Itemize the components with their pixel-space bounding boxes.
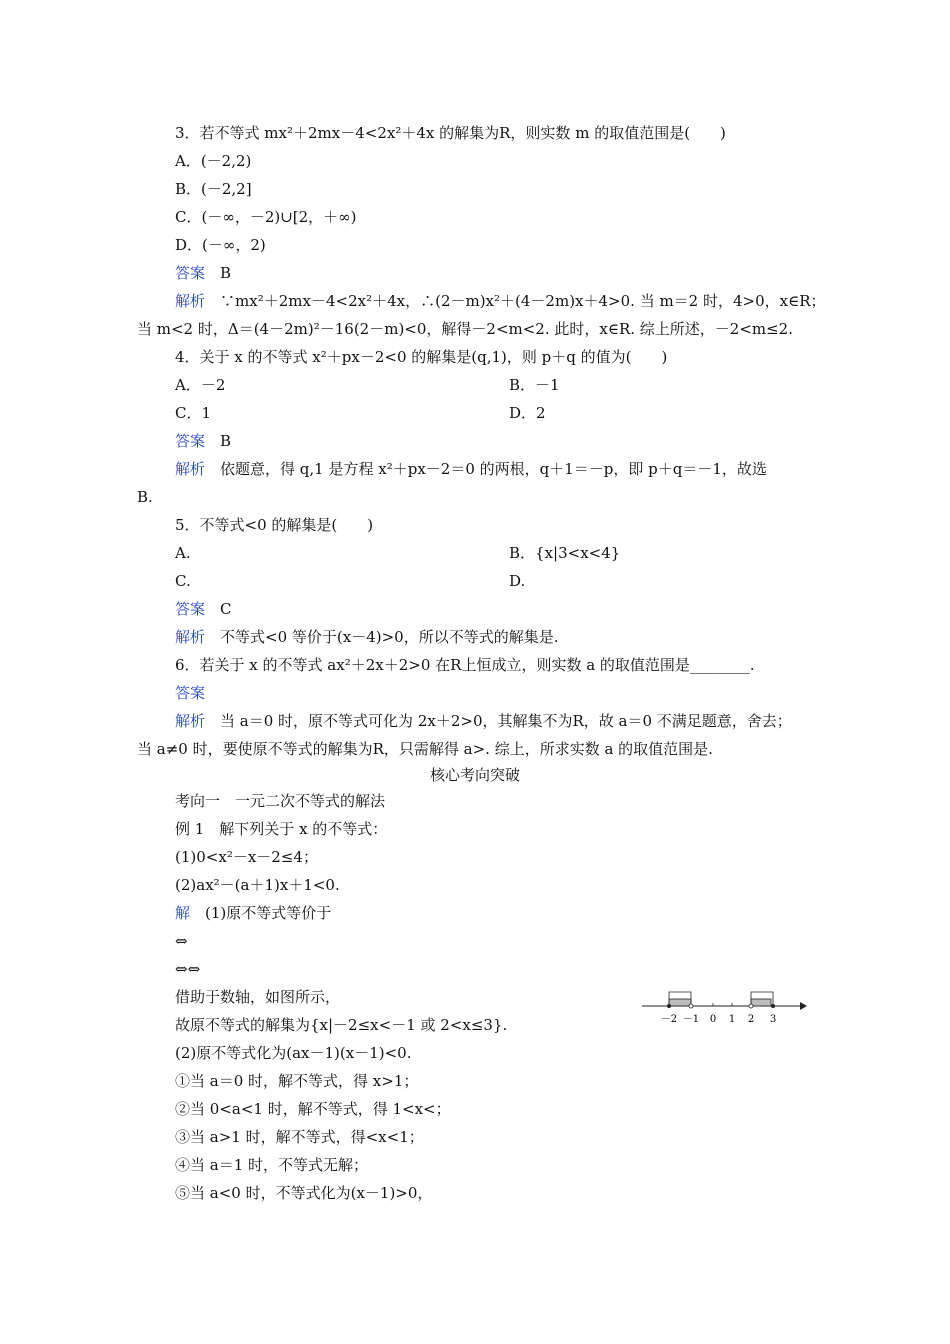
case-5: ⑤当 a<0 时，不等式化为(x－1)>0，: [175, 1184, 433, 1202]
tick-label: 2: [747, 1014, 755, 1025]
option-d: D.: [509, 572, 526, 590]
option-b: B．(－2,2]: [175, 180, 252, 198]
option-b: B．－1: [509, 376, 560, 394]
explanation-continued: 当 a≠0 时，要使原不等式的解集为R，只需解得 a>. 综上，所求实数 a 的取值范围是.: [137, 740, 713, 758]
example-1-part-2: (2)ax²－(a＋1)x＋1<0.: [175, 876, 340, 894]
part-2: (2)原不等式化为(ax－1)(x－1)<0.: [175, 1044, 412, 1062]
explanation-label: 解析: [175, 460, 206, 478]
explanation: [175, 459, 767, 479]
option-d: D．2: [509, 404, 546, 422]
option-a: A．(－2,2): [175, 152, 252, 170]
explanation-label: 解析: [175, 628, 206, 646]
equivalence-line: ⇔: [175, 932, 188, 950]
explanation-continued: 当 m<2 时，Δ＝(4－2m)²－16(2－m)<0，解得－2<m<2. 此时，x∈R. 综上所述，－2<m≤2.: [137, 320, 793, 338]
open-point: [689, 1004, 693, 1008]
explanation-label: 解析: [175, 712, 206, 730]
option-d: D．(－∞，2): [175, 236, 266, 254]
interval-left: [669, 999, 691, 1006]
explanation-text: 依题意，得 q,1 是方程 x²＋px－2＝0 的两根，q＋1＝－p，即 p＋q＝－1，故选: [220, 460, 767, 478]
option-c: C.: [175, 572, 191, 590]
axis-arrow: [800, 1002, 807, 1010]
tick-label: 1: [728, 1014, 736, 1025]
solution-label: 解: [175, 904, 191, 922]
option-c: C．(－∞，－2)∪[2，＋∞): [175, 208, 357, 226]
example-1-part-1: (1)0<x²－x－2≤4；: [175, 848, 318, 866]
explanation-text: 不等式<0 等价于(x－4)>0，所以不等式的解集是.: [220, 628, 559, 646]
solution-result: 故原不等式的解集为{x|－2≤x<－1 或 2<x≤3}.: [175, 1016, 508, 1034]
case-4: ④当 a＝1 时，不等式无解；: [175, 1156, 369, 1174]
explanation-continued: B.: [137, 488, 153, 506]
case-2: ②当 0<a<1 时，解不等式，得 1<x<；: [175, 1100, 451, 1118]
closed-point: [667, 1004, 671, 1008]
question-5: 5．不等式<0 的解集是( ): [175, 516, 374, 534]
solution: [175, 903, 331, 923]
tick-label: －1: [682, 1014, 700, 1025]
question-4: 4．关于 x 的不等式 x²＋px－2<0 的解集是(q,1)，则 p＋q 的值为( ): [175, 348, 668, 366]
closed-point: [771, 1004, 775, 1008]
equivalence-line: ⇔⇔: [175, 960, 201, 978]
topic-heading: 考向一 一元二次不等式的解法: [175, 792, 386, 810]
solution-text: (1)原不等式等价于: [205, 904, 332, 922]
option-a: A.: [175, 544, 191, 562]
explanation: [175, 291, 826, 311]
tick-label: 0: [709, 1014, 717, 1025]
answer: [175, 263, 231, 283]
answer-value: C: [220, 600, 232, 618]
tick-label: －2: [660, 1014, 678, 1025]
explanation-label: 解析: [175, 292, 206, 310]
answer-label: 答案: [175, 684, 206, 702]
number-line-note: 借助于数轴，如图所示，: [175, 988, 341, 1006]
question-3: 3．若不等式 mx²＋2mx－4<2x²＋4x 的解集为R，则实数 m 的取值范围是( ): [175, 124, 726, 142]
option-b: B．{x|3<x<4}: [509, 544, 621, 562]
explanation: [175, 711, 792, 731]
answer: [175, 599, 232, 619]
section-heading: 核心考向突破: [429, 766, 520, 784]
interval-right: [751, 999, 771, 1006]
option-c: C．1: [175, 404, 212, 422]
answer-value: B: [220, 432, 232, 450]
answer: [175, 683, 205, 703]
question-6: 6．若关于 x 的不等式 ax²＋2x＋2>0 在R上恒成立，则实数 a 的取值范围是________.: [175, 656, 755, 674]
answer-value: B: [220, 264, 232, 282]
explanation-text: 当 a＝0 时，原不等式可化为 2x＋2>0，其解集不为R，故 a＝0 不满足题意，舍去；: [220, 712, 792, 730]
answer: [175, 431, 231, 451]
number-line-figure: [640, 990, 810, 1030]
answer-label: 答案: [175, 432, 206, 450]
answer-label: 答案: [175, 264, 206, 282]
option-a: A．－2: [175, 376, 226, 394]
explanation-text: ∵mx²＋2mx－4<2x²＋4x，∴(2－m)x²＋(4－2m)x＋4>0. 当 m＝2 时，4>0，x∈R；: [220, 292, 826, 310]
example-1: 例 1 解下列关于 x 的不等式：: [175, 820, 388, 838]
case-1: ①当 a＝0 时，解不等式，得 x>1；: [175, 1072, 419, 1090]
open-point: [749, 1004, 753, 1008]
case-3: ③当 a>1 时，解不等式，得<x<1；: [175, 1128, 424, 1146]
explanation: [175, 627, 559, 647]
answer-label: 答案: [175, 600, 206, 618]
tick-label: 3: [769, 1014, 777, 1025]
